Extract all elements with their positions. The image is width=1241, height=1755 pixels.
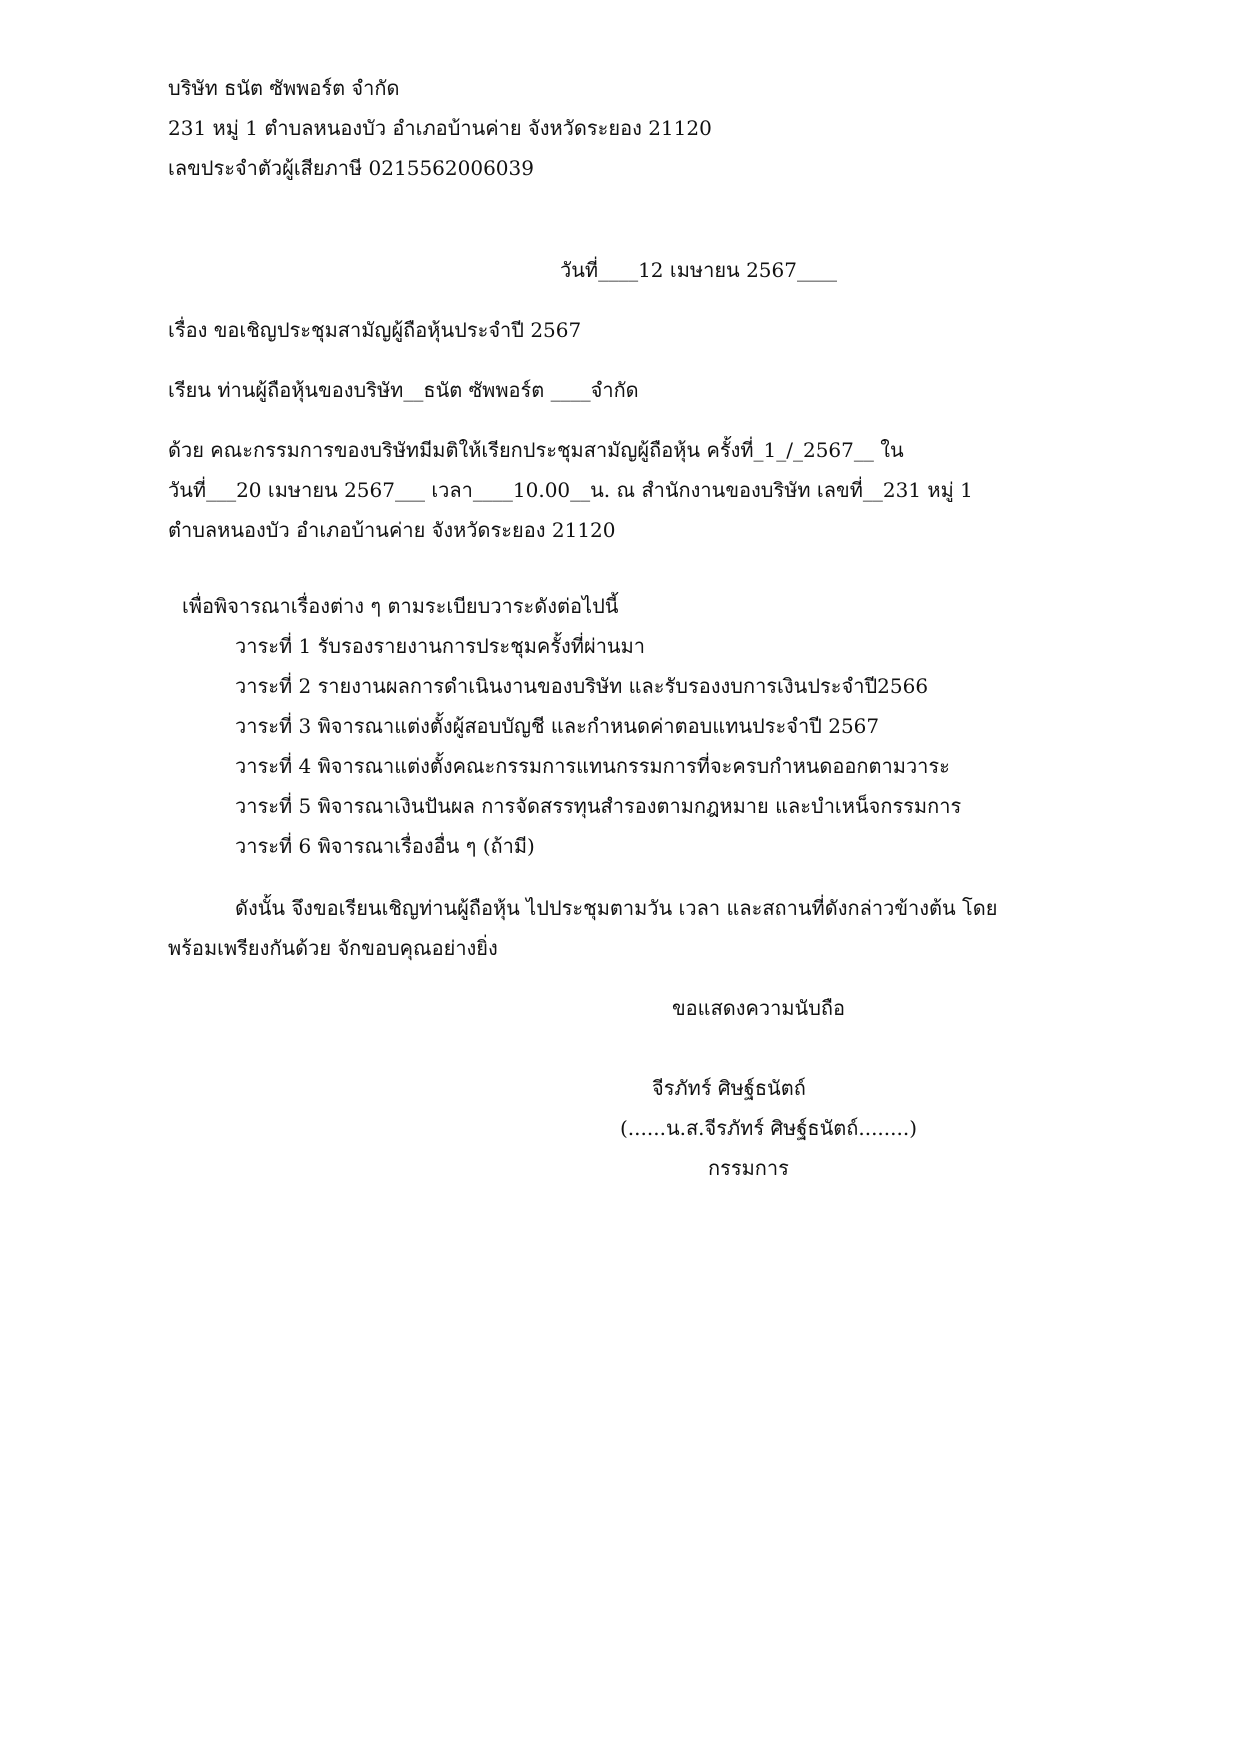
- letter-salutation: เรียน ท่านผู้ถือหุ้นของบริษัท__ธนัต ซัพพอร์ต ____จำกัด: [168, 378, 639, 402]
- company-name: บริษัท ธนัต ซัพพอร์ต จำกัด: [168, 76, 400, 100]
- agenda-item: วาระที่ 5 พิจารณาเงินปันผล การจัดสรรทุนสำรองตามกฎหมาย และบำเหน็จกรรมการ: [235, 794, 962, 818]
- agenda-item: วาระที่ 1 รับรองรายงานการประชุมครั้งที่ผ่านมา: [235, 634, 646, 658]
- printed-name: (......น.ส.จีรภัทร์ ศิษฐ์ธนัตถ์........): [620, 1116, 918, 1140]
- agenda-item: วาระที่ 6 พิจารณาเรื่องอื่น ๆ (ถ้ามี): [235, 834, 535, 858]
- signer-position: กรรมการ: [708, 1156, 789, 1180]
- intro-line-1: ด้วย คณะกรรมการของบริษัทมีมติให้เรียกประชุมสามัญผู้ถือหุ้น ครั้งที่_1_/_2567__ ใน: [168, 438, 904, 462]
- closing-line-1: ดังนั้น จึงขอเรียนเชิญท่านผู้ถือหุ้น ไปประชุมตามวัน เวลา และสถานที่ดังกล่าวข้างต้น โดย: [235, 896, 998, 920]
- company-address: 231 หมู่ 1 ตำบลหนองบัว อำเภอบ้านค่าย จังหวัดระยอง 21120: [168, 116, 712, 140]
- intro-line-3: ตำบลหนองบัว อำเภอบ้านค่าย จังหวัดระยอง 21120: [168, 518, 616, 542]
- intro-line-2: วันที่___20 เมษายน 2567___ เวลา____10.00__น. ณ สำนักงานของบริษัท เลขที่__231 หมู่ 1: [168, 478, 973, 502]
- letter-date: วันที่____12 เมษายน 2567____: [560, 258, 837, 282]
- tax-id: เลขประจำตัวผู้เสียภาษี 0215562006039: [168, 156, 534, 180]
- signed-name: จีรภัทร์ ศิษฐ์ธนัตถ์: [652, 1076, 806, 1100]
- agenda-item: วาระที่ 2 รายงานผลการดำเนินงานของบริษัท และรับรองงบการเงินประจำปี2566: [235, 674, 929, 698]
- agenda-item: วาระที่ 4 พิจารณาแต่งตั้งคณะกรรมการแทนกรรมการที่จะครบกำหนดออกตามวาระ: [235, 754, 950, 778]
- regards-text: ขอแสดงความนับถือ: [672, 996, 846, 1020]
- letter-subject: เรื่อง ขอเชิญประชุมสามัญผู้ถือหุ้นประจำปี 2567: [168, 318, 582, 342]
- agenda-item: วาระที่ 3 พิจารณาแต่งตั้งผู้สอบบัญชี และกำหนดค่าตอบแทนประจำปี 2567: [235, 714, 880, 738]
- closing-line-2: พร้อมเพรียงกันด้วย จักขอบคุณอย่างยิ่ง: [168, 936, 498, 960]
- agenda-heading: เพื่อพิจารณาเรื่องต่าง ๆ ตามระเบียบวาระดังต่อไปนี้: [182, 594, 619, 618]
